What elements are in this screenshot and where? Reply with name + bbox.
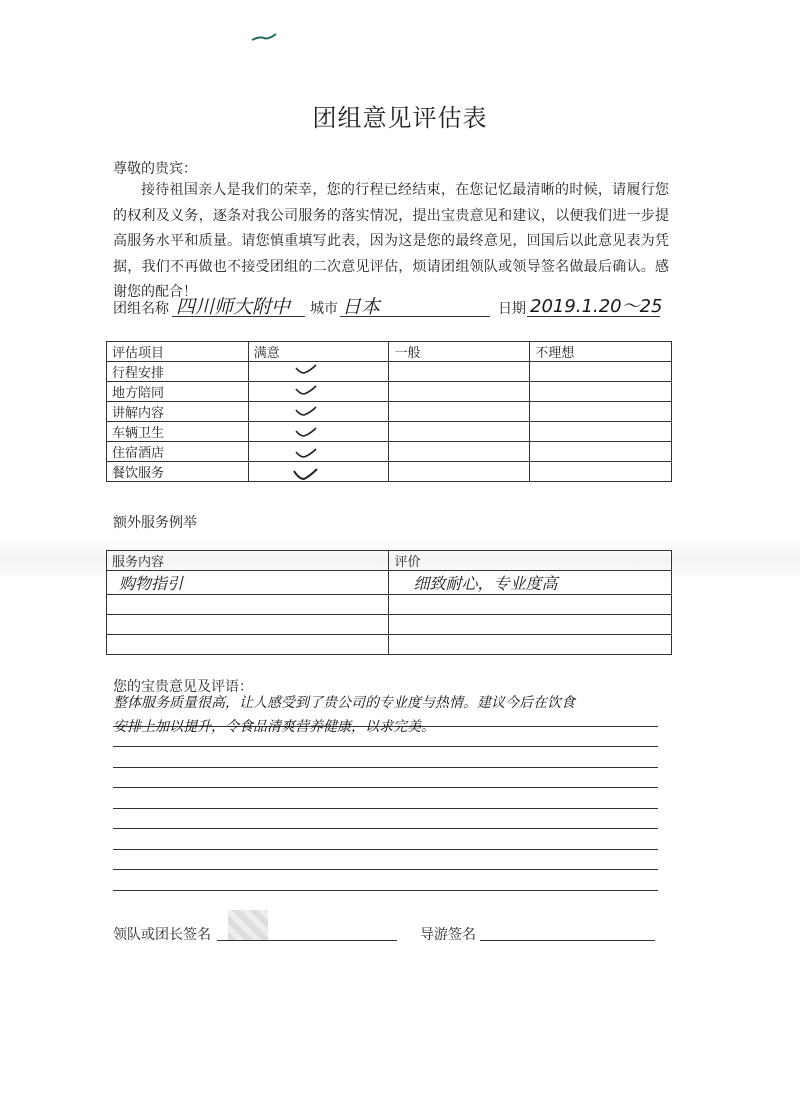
average-cell[interactable] bbox=[389, 422, 530, 442]
redacted-signature bbox=[228, 910, 268, 940]
rating-header-row bbox=[107, 342, 672, 362]
extra-services-label: 额外服务例举 bbox=[113, 515, 197, 531]
service-cell[interactable] bbox=[107, 595, 389, 615]
intro-paragraph: 接待祖国亲人是我们的荣幸，您的行程已经结束，在您记忆最清晰的时候，请履行您的权利及义务，逐条对我公司服务的落实情况，提出宝贵意见和建议，以便我们进一步提高服务水平和质量。请您慎重填写此表，因为这是您的最终意见，回国后以此意见表为凭据，我们不再做也不接受团组的二次意见评估，烦请团组领队或领导签名做最后确认。感谢您的配合！ bbox=[113, 182, 669, 300]
average-cell[interactable] bbox=[389, 462, 530, 482]
rating-item: 车辆卫生 bbox=[107, 422, 249, 442]
extra-row bbox=[107, 615, 672, 635]
average-cell[interactable] bbox=[389, 362, 530, 382]
service-cell[interactable] bbox=[107, 635, 389, 655]
evaluation-cell[interactable] bbox=[389, 635, 672, 655]
rating-row bbox=[107, 462, 672, 482]
date-underline bbox=[527, 316, 660, 317]
group-name-value[interactable]: 四川师大附中 bbox=[176, 296, 291, 318]
date-label: 日期 bbox=[498, 301, 526, 317]
extra-services-table bbox=[106, 550, 672, 655]
extra-row bbox=[107, 571, 672, 595]
rating-row bbox=[107, 382, 672, 402]
header-item: 评估项目 bbox=[107, 342, 249, 362]
unsatisfied-cell[interactable] bbox=[530, 422, 672, 442]
comments-label: 您的宝贵意见及评语： bbox=[113, 679, 253, 695]
pen-mark bbox=[250, 30, 280, 44]
checkmark-icon bbox=[296, 449, 316, 457]
rating-table bbox=[106, 341, 672, 482]
unsatisfied-cell[interactable] bbox=[530, 462, 672, 482]
average-cell[interactable] bbox=[389, 442, 530, 462]
rating-row bbox=[107, 402, 672, 422]
evaluation-cell[interactable] bbox=[389, 595, 672, 615]
service-cell[interactable] bbox=[107, 615, 389, 635]
city-value[interactable]: 日本 bbox=[342, 296, 381, 318]
extra-row bbox=[107, 595, 672, 615]
greeting: 尊敬的贵宾： bbox=[113, 161, 197, 177]
header-unsatisfied: 不理想 bbox=[530, 342, 672, 362]
checkmark-icon bbox=[296, 386, 316, 394]
unsatisfied-cell[interactable] bbox=[530, 362, 672, 382]
comment-line-2: 安排上加以提升，令食品清爽营养健康，以求完美。 bbox=[113, 719, 435, 735]
checkmark-icon bbox=[294, 469, 317, 479]
rating-item: 餐饮服务 bbox=[107, 462, 249, 482]
extra-header-row bbox=[107, 551, 672, 571]
group-name-label: 团组名称 bbox=[113, 301, 169, 317]
evaluation-cell[interactable]: 细致耐心，专业度高 bbox=[389, 571, 672, 595]
leader-signature-label: 领队或团长签名 bbox=[113, 927, 211, 943]
header-satisfied: 满意 bbox=[248, 342, 389, 362]
rating-item: 住宿酒店 bbox=[107, 442, 249, 462]
header-average: 一般 bbox=[389, 342, 530, 362]
checkmarks-satisfied bbox=[290, 361, 320, 487]
form-title: 团组意见评估表 bbox=[312, 104, 488, 132]
unsatisfied-cell[interactable] bbox=[530, 382, 672, 402]
guide-signature-label: 导游签名 bbox=[420, 927, 476, 943]
service-cell[interactable]: 购物指引 bbox=[107, 571, 389, 595]
rating-row bbox=[107, 422, 672, 442]
extra-row bbox=[107, 635, 672, 655]
header-evaluation: 评价 bbox=[389, 551, 672, 571]
city-label: 城市 bbox=[310, 301, 338, 317]
evaluation-cell[interactable] bbox=[389, 615, 672, 635]
date-value[interactable]: 2019.1.20～25 bbox=[530, 296, 663, 317]
checkmark-icon bbox=[296, 365, 316, 373]
rating-item: 讲解内容 bbox=[107, 402, 249, 422]
city-underline bbox=[340, 316, 490, 317]
average-cell[interactable] bbox=[389, 382, 530, 402]
header-service: 服务内容 bbox=[107, 551, 389, 571]
comment-line-1: 整体服务质量很高，让人感受到了贵公司的专业度与热情。建议今后在饮食 bbox=[113, 695, 575, 711]
checkmark-icon bbox=[296, 407, 316, 415]
unsatisfied-cell[interactable] bbox=[530, 442, 672, 462]
group-name-underline bbox=[172, 316, 305, 317]
rating-row bbox=[107, 442, 672, 462]
checkmark-icon bbox=[296, 428, 316, 436]
rating-row bbox=[107, 362, 672, 382]
average-cell[interactable] bbox=[389, 402, 530, 422]
rating-item: 行程安排 bbox=[107, 362, 249, 382]
guide-signature-line[interactable] bbox=[480, 940, 655, 941]
unsatisfied-cell[interactable] bbox=[530, 402, 672, 422]
rating-item: 地方陪同 bbox=[107, 382, 249, 402]
leader-signature-line[interactable] bbox=[217, 940, 397, 941]
